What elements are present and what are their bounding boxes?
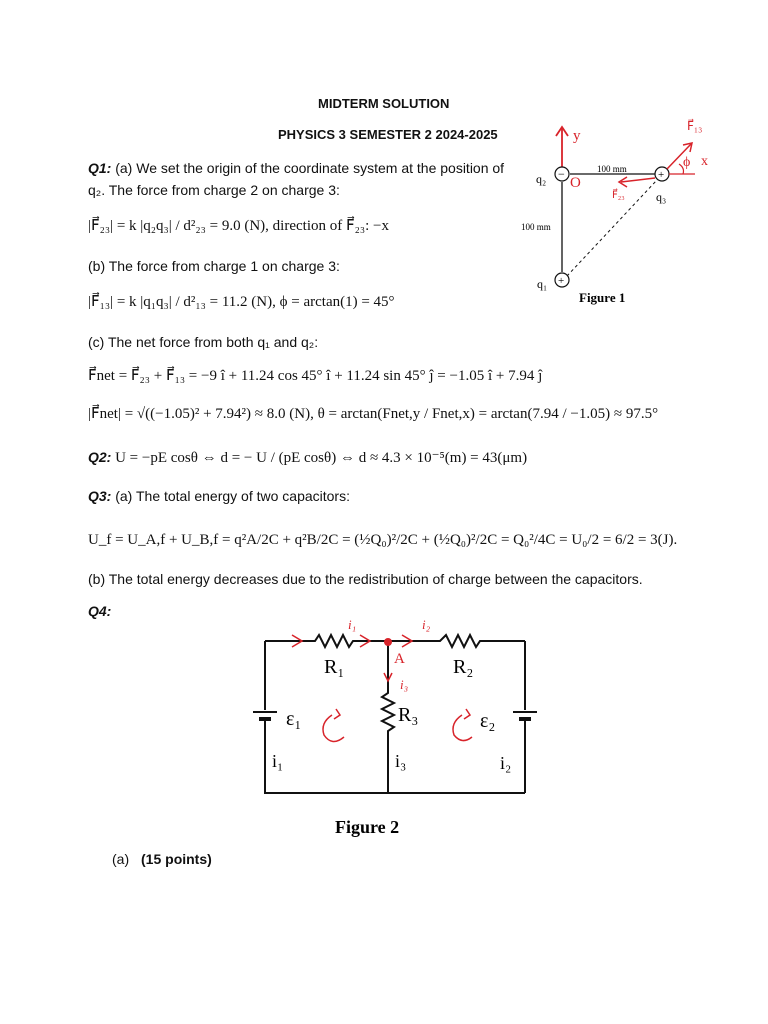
handwritten-i3-label: i₃ [400, 677, 409, 692]
q3-label: Q3: [88, 488, 112, 504]
i1-label: i₁ [272, 751, 284, 771]
figure-1-diagram [515, 100, 725, 315]
q1-label: q₁ [537, 277, 548, 291]
plus-sign-icon: + [558, 275, 565, 287]
e1-label: ε₁ [286, 708, 302, 730]
q1-fnet-equation: F⃗net = F⃗₂₃ + F⃗₁₃ = −9 î + 11.24 cos 45° î + 11.24 sin 45° ĵ = −1.05 î + 7.94 ĵ [88, 368, 543, 384]
q1-f13-equation: |F⃗₁₃| = k |q₁q₃| / d²₁₃ = 11.2 (N), ϕ = arctan(1) = 45° [88, 294, 395, 310]
q1-part-b: (b) The force from charge 1 on charge 3: [88, 258, 340, 274]
q1-line2: q₂. The force from charge 2 on charge 3: [88, 182, 340, 198]
x-axis-label: x [701, 154, 708, 169]
loop-1-arc-icon [323, 715, 344, 742]
q4-label: Q4: [88, 603, 112, 619]
q3-part-b: (b) The total energy decreases due to the redistribution of charge between the capacitors. [88, 571, 643, 587]
q3-part-a: (a) The total energy of two capacitors: [115, 488, 350, 504]
e2-label: ε₂ [480, 710, 496, 732]
q1-f23-equation: |F⃗₂₃| = k |q₂q₃| / d²₂₃ = 9.0 (N), direction of F⃗₂₃: −x [88, 218, 389, 234]
q4-points: (15 points) [141, 851, 212, 867]
i3-label: i₃ [395, 751, 407, 771]
vertical-distance-label: 100 mm [521, 222, 551, 232]
middle-wire [382, 641, 394, 793]
q4-part-a [112, 848, 212, 870]
f13-label: F⃗₁₃ [687, 119, 703, 133]
handwritten-i2-label: i₂ [422, 617, 431, 632]
handwritten-i1-label: i₁ [348, 617, 357, 632]
q2-line [88, 448, 527, 467]
q1-part-c: (c) The net force from both q₁ and q₂: [88, 334, 319, 350]
q4-part-a-letter: (a) [112, 851, 130, 867]
loop-2-arc-icon [453, 715, 472, 741]
page-subtitle: PHYSICS 3 SEMESTER 2 2024-2025 [278, 127, 498, 142]
i2-label: i₂ [500, 753, 512, 773]
minus-sign-icon: − [558, 167, 565, 181]
q3-label: q₃ [656, 190, 667, 204]
q2-label: q₂ [536, 172, 547, 186]
node-a-dot [384, 638, 392, 646]
q1-text: (a) We set the origin of the coordinate system at the position of [115, 160, 505, 176]
q3-line [88, 485, 350, 507]
figure-2-circuit [240, 605, 550, 845]
q1-line1 [88, 157, 504, 179]
q2-equation: U = −pE cosθ ⇔ d = − U / (pE cosθ) ⇔ d ≈ 4.3 × 10⁻⁵(m) = 43(μm) [115, 450, 528, 466]
loop-2-arrowhead-icon [464, 709, 470, 719]
figure-2-caption: Figure 2 [335, 817, 400, 837]
node-a-label: A [394, 651, 405, 667]
r2-label: R₂ [453, 656, 474, 678]
y-axis-label: y [573, 128, 581, 144]
q1-fnet-magnitude: |F⃗net| = √((−1.05)² + 7.94²) ≈ 8.0 (N), θ = arctan(Fnet,y / Fnet,x) = arctan(7.94 / −1.05) ≈ 97.5° [88, 406, 659, 422]
q1-label: Q1: [88, 160, 112, 176]
f23-arrow-line [621, 178, 655, 182]
origin-label: O [570, 175, 581, 191]
r3-label: R₃ [398, 704, 419, 726]
figure-1-caption: Figure 1 [579, 290, 626, 305]
page-title: MIDTERM SOLUTION [318, 96, 450, 111]
loop-1-arrowhead-icon [334, 709, 340, 719]
phi-label: ϕ [683, 155, 691, 170]
q3-equation: U_f = U_A,f + U_B,f = q²A/2C + q²B/2C = (½Q₀)²/2C + (½Q₀)²/2C = Q₀²/4C = U₀/2 = 6/2 = 3(J). [88, 532, 678, 548]
q2-label: Q2: [88, 449, 112, 465]
horizontal-distance-label: 100 mm [597, 164, 627, 174]
plus-sign-icon: + [658, 169, 665, 181]
r1-label: R₁ [324, 656, 345, 678]
top-wire [265, 635, 525, 647]
f23-label: F⃗₂₃ [612, 190, 625, 201]
